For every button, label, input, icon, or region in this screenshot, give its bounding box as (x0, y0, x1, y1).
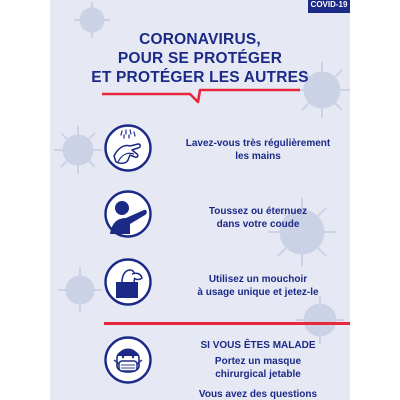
gesture-text (168, 274, 348, 299)
sick-line: chirurgical jetable (215, 368, 301, 380)
face-mask-icon (104, 336, 152, 384)
gesture-line: les mains (235, 150, 281, 162)
sick-line: Portez un masque (214, 356, 302, 367)
title-line: ET PROTÉGER LES AUTRES (91, 69, 309, 86)
red-divider (104, 322, 350, 325)
virus-icon (296, 296, 344, 344)
sick-title: SI VOUS ÊTES MALADE (200, 340, 316, 351)
gesture-text (168, 206, 348, 231)
elbow-cough-icon (104, 190, 152, 238)
gesture-line: à usage unique et jetez-le (197, 286, 319, 298)
gesture-line: Lavez-vous très régulièrement (185, 138, 331, 149)
virus-icon (54, 126, 102, 174)
questions-text: Vous avez des questions (198, 389, 318, 400)
sick-text (168, 356, 348, 381)
tissue-box-icon (104, 258, 152, 306)
speech-bubble-underline (50, 78, 350, 108)
gesture-line: Toussez ou éternuez (208, 206, 308, 217)
virus-icon (58, 268, 102, 312)
gesture-line: Utilisez un mouchoir (208, 274, 308, 285)
gesture-text (168, 138, 348, 163)
title-line: CORONAVIRUS, (139, 31, 261, 48)
gesture-line: dans votre coude (216, 218, 300, 230)
hand-washing-icon (104, 124, 152, 172)
covid-tag: COVID-19 (308, 0, 350, 13)
poster (50, 0, 350, 400)
title-line: POUR SE PROTÉGER (117, 50, 283, 67)
